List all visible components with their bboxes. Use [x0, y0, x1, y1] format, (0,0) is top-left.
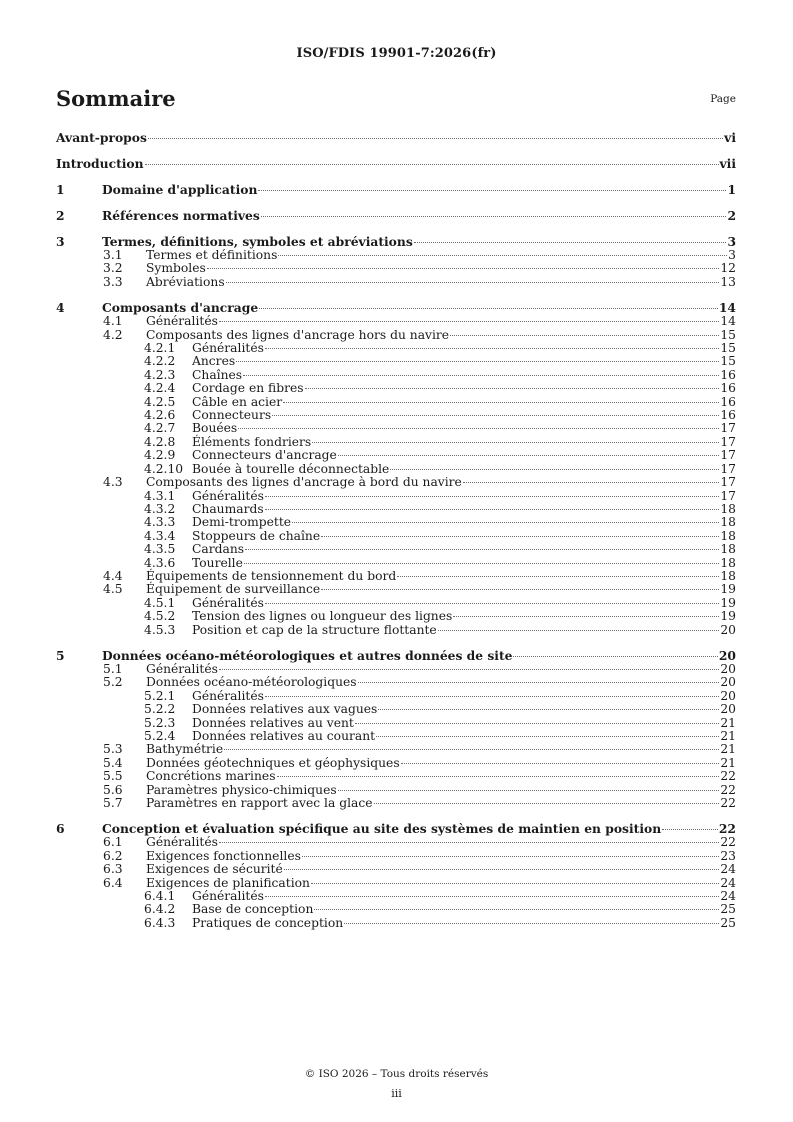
toc-entry-title: Cardans	[192, 542, 245, 557]
toc-entry-page: 17	[720, 475, 736, 490]
dot-leader	[265, 896, 719, 897]
dot-leader	[390, 469, 719, 470]
toc-entry-title: Données relatives au courant	[192, 729, 376, 743]
dot-leader	[243, 375, 719, 376]
toc-entry-title: Termes et définitions	[146, 248, 278, 262]
dot-leader	[145, 164, 719, 165]
dot-leader	[358, 682, 720, 683]
toc-entry[interactable]	[56, 449, 736, 462]
dot-leader	[219, 321, 719, 322]
toc-entry-title: Données océano-météorologiques et autres données de site	[102, 647, 513, 663]
dot-leader	[355, 723, 719, 724]
toc-entry-title: Avant-propos	[56, 130, 147, 145]
toc-entry-number: 4.3.5	[144, 542, 176, 557]
toc-entry-number: 6.4	[103, 875, 123, 890]
toc-entry-number: 4.3.3	[144, 515, 176, 530]
toc-entry-number: 4.2.8	[144, 434, 176, 449]
toc-entry-number: 5.7	[103, 796, 123, 811]
dot-leader	[283, 402, 719, 403]
dot-leader	[338, 455, 720, 456]
dot-leader	[272, 415, 719, 416]
toc-entry-number: 3	[56, 234, 65, 249]
toc-entry-title: Bathymétrie	[146, 742, 224, 757]
toc-entry-number: 5.2.3	[144, 715, 176, 730]
toc-entry-page: 18	[720, 515, 736, 530]
toc-entry[interactable]	[56, 877, 736, 890]
dot-leader	[226, 282, 720, 283]
dot-leader	[244, 563, 719, 564]
title-row	[56, 86, 736, 112]
toc-entry-title: Bouées	[192, 421, 238, 436]
dot-leader	[450, 335, 719, 336]
toc-entry-page: 24	[720, 889, 736, 904]
toc-entry-page: 18	[720, 501, 736, 516]
toc-entry-page: 17	[720, 448, 736, 463]
dot-leader	[207, 268, 720, 269]
dot-leader	[338, 790, 720, 791]
toc-entry-title: Conception et évaluation spécifique au site des systèmes de maintien en position	[102, 821, 662, 837]
toc-entry-number: 5.3	[103, 742, 123, 757]
toc-entry[interactable]	[56, 182, 736, 197]
toc-entry-number: 5.4	[103, 755, 123, 770]
toc-entry-title: Données géotechniques et géophysiques	[146, 755, 400, 770]
toc-entry[interactable]	[56, 821, 736, 836]
toc-entry-title: Abréviations	[146, 274, 225, 289]
toc-entry-page: 22	[720, 769, 736, 784]
toc-entry[interactable]	[56, 624, 736, 637]
page-column-label: Page	[710, 93, 736, 105]
dot-leader	[259, 308, 718, 309]
toc-entry-title: Chaumards	[192, 501, 264, 516]
toc-entry[interactable]	[56, 208, 736, 223]
toc-entry[interactable]	[56, 743, 736, 756]
toc-entry-page: 25	[720, 902, 736, 917]
toc-entry-title: Demi-trompette	[192, 515, 292, 530]
dot-leader	[219, 669, 719, 670]
toc-entry-number: 4.3	[103, 475, 123, 490]
toc-entry-page: vi	[724, 130, 736, 145]
toc-entry-number: 4.2.2	[144, 354, 176, 369]
toc-entry-page: 21	[720, 715, 736, 730]
toc-entry-page: 16	[720, 367, 736, 382]
table-of-contents	[56, 130, 736, 930]
toc-entry-title: Connecteurs d'ancrage	[192, 448, 337, 463]
toc-entry-page: 20	[720, 675, 736, 690]
toc-entry-page: 12	[720, 261, 736, 276]
toc-entry-page: 14	[718, 300, 736, 316]
toc-entry-number: 5.5	[103, 769, 123, 784]
toc-entry-number: 6.1	[103, 835, 123, 850]
toc-entry-title: Connecteurs	[192, 408, 272, 423]
toc-entry-number: 4.2.1	[144, 341, 176, 356]
toc-entry-page: 18	[720, 555, 736, 570]
toc-entry[interactable]	[56, 234, 736, 249]
toc-entry-title: Paramètres physico-chimiques	[146, 782, 337, 797]
toc-entry[interactable]	[56, 249, 736, 262]
toc-entry-number: 3.1	[103, 248, 123, 262]
toc-entry-page: 20	[720, 688, 736, 703]
toc-entry-number: 5.2.1	[144, 688, 176, 703]
toc-entry-page: 19	[720, 582, 736, 597]
toc-entry-number: 4.3.2	[144, 501, 176, 516]
toc-entry-page: 19	[720, 595, 736, 610]
toc-entry[interactable]	[56, 516, 736, 529]
toc-entry-number: 6.4.2	[144, 902, 176, 917]
dot-leader	[265, 696, 719, 697]
toc-entry-page: 17	[720, 434, 736, 449]
toc-entry[interactable]	[56, 836, 736, 849]
toc-entry-number: 5.2.4	[144, 729, 176, 743]
toc-entry[interactable]	[56, 396, 736, 409]
dot-leader	[224, 749, 719, 750]
dot-leader	[314, 909, 719, 910]
dot-leader	[265, 496, 719, 497]
toc-entry-title: Généralités	[192, 341, 264, 356]
dot-leader	[453, 616, 719, 617]
toc-entry[interactable]	[56, 156, 736, 171]
toc-entry-number: 4.3.4	[144, 528, 176, 543]
dot-leader	[148, 138, 723, 139]
dot-leader	[312, 442, 719, 443]
dot-leader	[277, 776, 720, 777]
dot-leader	[374, 803, 720, 804]
toc-entry-number: 6.4.1	[144, 889, 176, 904]
page-number: iii	[391, 1087, 402, 1100]
toc-entry-title: Tension des lignes ou longueur des lignes	[192, 609, 453, 624]
toc-entry-title: Composants des lignes d'ancrage à bord du navire	[146, 475, 462, 490]
toc-entry-title: Concrétions marines	[146, 769, 276, 784]
toc-entry-number: 6.3	[103, 862, 123, 877]
toc-entry-number: 5.2.2	[144, 702, 176, 717]
toc-entry[interactable]	[56, 863, 736, 876]
toc-entry-page: 3	[728, 248, 736, 262]
toc-entry[interactable]	[56, 503, 736, 516]
toc-entry[interactable]	[56, 355, 736, 368]
toc-entry-number: 4	[56, 300, 65, 316]
toc-entry[interactable]	[56, 663, 736, 676]
dot-leader	[305, 388, 720, 389]
toc-entry-page: 16	[720, 394, 736, 409]
toc-entry-page: 24	[720, 875, 736, 890]
toc-entry-number: 1	[56, 182, 65, 197]
toc-entry-page: 2	[727, 208, 736, 223]
toc-entry-title: Données océano-météorologiques	[146, 675, 357, 690]
dot-leader	[261, 216, 727, 217]
toc-entry-title: Base de conception	[192, 902, 314, 917]
toc-entry-title: Pratiques de conception	[192, 915, 344, 930]
dot-leader	[438, 630, 720, 631]
toc-entry-number: 4.5.3	[144, 622, 176, 637]
toc-entry-number: 4.2.5	[144, 394, 176, 409]
toc-entry[interactable]	[56, 530, 736, 543]
toc-entry[interactable]	[56, 476, 736, 489]
toc-entry[interactable]	[56, 369, 736, 382]
toc-entry-title: Généralités	[146, 661, 218, 676]
toc-entry[interactable]	[56, 490, 736, 503]
toc-entry[interactable]	[56, 583, 736, 596]
toc-entry-page: 14	[720, 314, 736, 329]
dot-leader	[311, 883, 719, 884]
dot-leader	[245, 549, 719, 550]
toc-entry-page: 1	[727, 182, 736, 197]
toc-entry-number: 5.2	[103, 675, 123, 690]
dot-leader	[344, 923, 719, 924]
toc-entry-title: Généralités	[192, 688, 264, 703]
toc-entry-page: 22	[720, 782, 736, 797]
dot-leader	[238, 428, 719, 429]
dot-leader	[292, 522, 719, 523]
dot-leader	[302, 856, 719, 857]
toc-entry-page: 15	[720, 327, 736, 342]
dot-leader	[265, 348, 719, 349]
toc-entry-title: Ancres	[192, 354, 236, 369]
toc-entry[interactable]	[56, 690, 736, 703]
toc-entry-page: 18	[720, 542, 736, 557]
toc-entry[interactable]	[56, 676, 736, 689]
toc-entry-title: Introduction	[56, 156, 144, 171]
toc-entry-page: 3	[727, 234, 736, 249]
toc-entry-title: Tourelle	[192, 555, 243, 570]
toc-entry[interactable]	[56, 463, 736, 476]
toc-entry-number: 3.3	[103, 274, 123, 289]
toc-entry[interactable]	[56, 770, 736, 783]
toc-entry-number: 4.3.1	[144, 488, 176, 503]
toc-entry-page: 21	[720, 755, 736, 770]
toc-entry[interactable]	[56, 597, 736, 610]
toc-entry[interactable]	[56, 890, 736, 903]
toc-entry-number: 6.2	[103, 848, 123, 863]
toc-entry-page: 22	[720, 835, 736, 850]
dot-leader	[662, 829, 718, 830]
toc-entry-page: 20	[720, 702, 736, 717]
toc-entry-title: Bouée à tourelle déconnectable	[192, 461, 390, 476]
toc-entry-title: Termes, définitions, symboles et abréviations	[102, 234, 413, 249]
toc-entry[interactable]	[56, 797, 736, 810]
toc-entry-page: 25	[720, 915, 736, 930]
toc-entry-number: 4.3.6	[144, 555, 176, 570]
dot-leader	[397, 576, 719, 577]
toc-entry[interactable]	[56, 329, 736, 342]
toc-entry-number: 4.1	[103, 314, 123, 329]
toc-entry-page: 17	[720, 461, 736, 476]
page-title: Sommaire	[56, 86, 176, 111]
toc-entry-number: 6	[56, 821, 65, 837]
toc-entry-title: Données relatives aux vagues	[192, 702, 378, 717]
toc-entry-number: 4.5.2	[144, 609, 176, 624]
toc-entry-number: 2	[56, 208, 65, 223]
toc-entry-page: 20	[720, 661, 736, 676]
toc-entry-page: 21	[720, 729, 736, 743]
dot-leader	[265, 509, 720, 510]
toc-entry-title: Câble en acier	[192, 394, 283, 409]
toc-entry[interactable]	[56, 409, 736, 422]
toc-entry-title: Généralités	[146, 314, 218, 329]
toc-entry-page: 22	[720, 796, 736, 811]
toc-entry-page: 19	[720, 609, 736, 624]
dot-leader	[265, 603, 719, 604]
toc-entry[interactable]	[56, 730, 736, 743]
dot-leader	[278, 255, 727, 256]
toc-entry-page: 20	[718, 647, 736, 663]
toc-entry[interactable]	[56, 610, 736, 623]
toc-entry-title: Équipement de surveillance	[146, 582, 321, 597]
toc-entry-number: 4.2	[103, 327, 123, 342]
toc-entry-page: 17	[720, 421, 736, 436]
toc-entry-title: Éléments fondriers	[192, 434, 312, 449]
toc-entry[interactable]	[56, 717, 736, 730]
dot-leader	[321, 536, 719, 537]
toc-entry[interactable]	[56, 276, 736, 289]
toc-entry[interactable]	[56, 648, 736, 663]
toc-entry[interactable]	[56, 315, 736, 328]
toc-entry[interactable]	[56, 382, 736, 395]
toc-entry[interactable]	[56, 342, 736, 355]
toc-entry[interactable]	[56, 703, 736, 716]
toc-entry[interactable]	[56, 300, 736, 315]
toc-entry-page: 21	[720, 742, 736, 757]
toc-entry-title: Symboles	[146, 261, 206, 276]
toc-entry-number: 4.2.7	[144, 421, 176, 436]
toc-entry-number: 3.2	[103, 261, 123, 276]
toc-entry-number: 5.1	[103, 661, 123, 676]
dot-leader	[463, 482, 720, 483]
dot-leader	[258, 190, 726, 191]
toc-entry-title: Généralités	[192, 889, 264, 904]
toc-entry[interactable]	[56, 130, 736, 145]
toc-entry-page: 23	[720, 848, 736, 863]
toc-entry-page: 16	[720, 381, 736, 396]
toc-entry-number: 4.2.10	[144, 461, 184, 476]
toc-entry-title: Exigences de planification	[146, 875, 310, 890]
toc-entry[interactable]	[56, 422, 736, 435]
toc-entry-title: Références normatives	[102, 208, 260, 223]
toc-entry-page: 20	[720, 622, 736, 637]
toc-entry-page: 15	[720, 354, 736, 369]
toc-entry[interactable]	[56, 784, 736, 797]
dot-leader	[236, 361, 719, 362]
dot-leader	[321, 589, 719, 590]
dot-leader	[376, 736, 719, 737]
document-id-header: ISO/FDIS 19901-7:2026(fr)	[296, 46, 497, 61]
toc-entry-title: Données relatives au vent	[192, 715, 354, 730]
toc-entry-title: Cordage en fibres	[192, 381, 304, 396]
toc-entry[interactable]	[56, 757, 736, 770]
toc-entry-number: 4.2.3	[144, 367, 176, 382]
toc-entry-page: 17	[720, 488, 736, 503]
dot-leader	[284, 869, 720, 870]
toc-entry-page: 15	[720, 341, 736, 356]
dot-leader	[414, 242, 727, 243]
toc-entry-page: 18	[720, 568, 736, 583]
toc-entry-page: 13	[720, 274, 736, 289]
toc-entry-page: 22	[718, 821, 736, 837]
toc-entry-number: 5	[56, 647, 65, 663]
toc-entry-number: 6.4.3	[144, 915, 176, 930]
toc-entry[interactable]	[56, 903, 736, 916]
copyright-notice: © ISO 2026 – Tous droits réservés	[304, 1068, 489, 1080]
toc-entry[interactable]	[56, 436, 736, 449]
toc-entry-title: Domaine d'application	[102, 182, 258, 197]
toc-entry-number: 4.2.4	[144, 381, 176, 396]
toc-entry[interactable]	[56, 543, 736, 556]
toc-entry[interactable]	[56, 917, 736, 930]
toc-entry-number: 4.2.6	[144, 408, 176, 423]
toc-entry-title: Stoppeurs de chaîne	[192, 528, 321, 543]
toc-entry-number: 4.5	[103, 582, 123, 597]
dot-leader	[513, 656, 717, 657]
toc-entry-page: vii	[719, 156, 736, 171]
toc-entry-title: Position et cap de la structure flottante	[192, 622, 437, 637]
toc-entry[interactable]	[56, 850, 736, 863]
toc-entry-page: 16	[720, 408, 736, 423]
toc-entry-page: 24	[720, 862, 736, 877]
toc-entry-title: Composants d'ancrage	[102, 300, 259, 316]
toc-entry-title: Généralités	[146, 835, 218, 850]
dot-leader	[378, 709, 719, 710]
toc-entry-page: 18	[720, 528, 736, 543]
toc-entry-title: Généralités	[192, 595, 264, 610]
toc-entry-title: Chaînes	[192, 367, 243, 382]
toc-entry-title: Généralités	[192, 488, 264, 503]
toc-entry-number: 4.4	[103, 568, 123, 583]
toc-entry-number: 4.5.1	[144, 595, 176, 610]
toc-entry-title: Composants des lignes d'ancrage hors du navire	[146, 327, 450, 342]
dot-leader	[401, 763, 720, 764]
toc-entry-title: Équipements de tensionnement du bord	[146, 568, 397, 583]
toc-entry-number: 4.2.9	[144, 448, 176, 463]
toc-entry-title: Exigences fonctionnelles	[146, 848, 301, 863]
toc-entry[interactable]	[56, 262, 736, 275]
toc-entry-title: Exigences de sécurité	[146, 862, 283, 877]
dot-leader	[219, 842, 719, 843]
toc-entry-number: 5.6	[103, 782, 123, 797]
toc-entry[interactable]	[56, 557, 736, 570]
toc-entry-title: Paramètres en rapport avec la glace	[146, 796, 373, 811]
